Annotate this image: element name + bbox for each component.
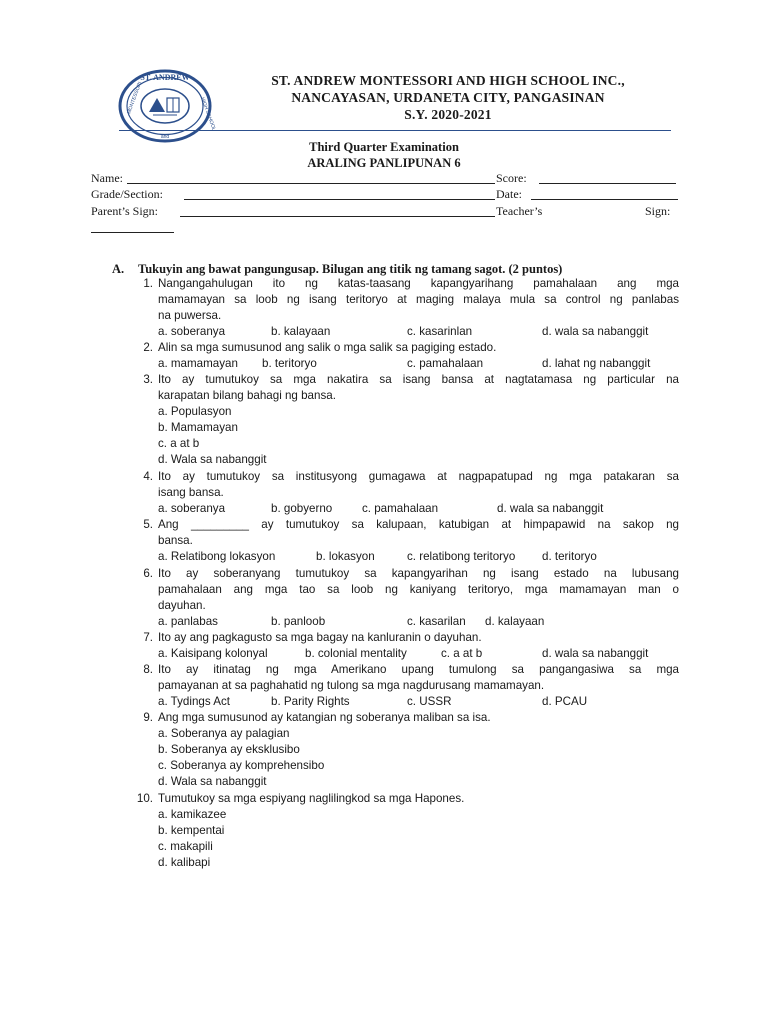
date-label: Date: bbox=[496, 187, 522, 201]
q1-option-b[interactable]: b. kalayaan bbox=[271, 325, 331, 338]
q5-option-b[interactable]: b. lokasyon bbox=[316, 550, 375, 563]
question-1 bbox=[131, 276, 679, 324]
q1-option-c[interactable]: c. kasarinlan bbox=[407, 325, 473, 338]
question-8 bbox=[131, 662, 679, 694]
question-text: Alin sa mga sumusunod ang salik o mga salik sa pagiging estado. bbox=[158, 341, 497, 354]
grade-section-field[interactable] bbox=[184, 199, 495, 200]
question-2 bbox=[131, 340, 679, 356]
svg-text:HIGH SCHOOL: HIGH SCHOOL bbox=[199, 96, 217, 132]
question-text: Ang mga sumusunod ay katangian ng soberanya maliban sa isa. bbox=[158, 711, 491, 724]
exam-title: Third Quarter Examination bbox=[309, 140, 459, 154]
q8-option-c[interactable]: c. USSR bbox=[407, 695, 452, 708]
question-4 bbox=[131, 469, 679, 501]
q3-option-a[interactable]: a. Populasyon bbox=[158, 405, 232, 418]
parents-sign-label: Parent’s Sign: bbox=[91, 204, 159, 218]
q6-option-c[interactable]: c. kasarilan bbox=[407, 615, 466, 628]
header-divider bbox=[119, 130, 671, 131]
svg-text:MONTESSORI: MONTESSORI bbox=[126, 81, 144, 115]
question-text: Tumutukoy sa mga espiyang naglilingkod sa mga Hapones. bbox=[158, 792, 465, 805]
q9-option-b[interactable]: b. Soberanya ay eksklusibo bbox=[158, 743, 300, 756]
q2-option-a[interactable]: a. mamamayan bbox=[158, 357, 238, 370]
grade-date-row bbox=[91, 187, 678, 203]
q4-option-b[interactable]: b. gobyerno bbox=[271, 502, 333, 515]
question-number: 5. bbox=[143, 518, 153, 531]
svg-text:ST. ANDREW: ST. ANDREW bbox=[140, 73, 190, 82]
q6-option-b[interactable]: b. panloob bbox=[271, 615, 326, 628]
q3-option-b[interactable]: b. Mamamayan bbox=[158, 421, 238, 434]
question-text: Nangangahulugan ito ng katas-taasang kapangyarihang pamahalaan ang mga bbox=[158, 277, 679, 290]
question-number: 10. bbox=[136, 792, 153, 805]
grade-section-label: Grade/Section: bbox=[91, 187, 163, 201]
q10-option-b[interactable]: b. kempentai bbox=[158, 824, 225, 837]
q8-option-d[interactable]: d. PCAU bbox=[542, 695, 588, 708]
q6-option-a[interactable]: a. panlabas bbox=[158, 615, 218, 628]
teachers-label: Teacher’s bbox=[496, 204, 543, 218]
score-label: Score: bbox=[496, 171, 527, 185]
q5-option-d[interactable]: d. teritoryo bbox=[542, 550, 597, 563]
question-text: Ito ay tumutukoy sa mga nakatira sa isang bansa at nagtatamasa ng particular na bbox=[158, 373, 679, 386]
school-seal-logo bbox=[117, 68, 217, 144]
question-text: isang bansa. bbox=[158, 486, 224, 499]
school-header bbox=[218, 72, 678, 123]
section-instruction: Tukuyin ang bawat pangungusap. Bilugan ang titik ng tamang sagot. (2 puntos) bbox=[138, 262, 563, 276]
question-number: 1. bbox=[143, 277, 153, 290]
question-text: Ito ay tumutukoy sa institusyong gumagawa at nagpapatupad ng mga patakaran sa bbox=[158, 470, 679, 483]
q4-option-c[interactable]: c. pamahalaan bbox=[362, 502, 439, 515]
q1-option-a[interactable]: a. soberanya bbox=[158, 325, 226, 338]
teachers-sign-field[interactable] bbox=[91, 232, 174, 233]
q4-option-d[interactable]: d. wala sa nabanggit bbox=[497, 502, 604, 515]
school-address: NANCAYASAN, URDANETA CITY, PANGASINAN bbox=[291, 90, 605, 105]
svg-text:and: and bbox=[160, 134, 170, 140]
q4-option-a[interactable]: a. soberanya bbox=[158, 502, 226, 515]
q8-option-a[interactable]: a. Tydings Act bbox=[158, 695, 230, 708]
q10-option-a[interactable]: a. kamikazee bbox=[158, 808, 227, 821]
q7-option-b[interactable]: b. colonial mentality bbox=[305, 647, 407, 660]
q9-option-c[interactable]: c. Soberanya ay komprehensibo bbox=[158, 759, 325, 772]
q9-option-a[interactable]: a. Soberanya ay palagian bbox=[158, 727, 290, 740]
question-number: 3. bbox=[143, 373, 153, 386]
school-year: S.Y. 2020-2021 bbox=[404, 107, 492, 122]
question-text: pamayanan at sa paghahatid ng tulong sa mga nagdurusang mamamayan. bbox=[158, 679, 545, 692]
q5-option-a[interactable]: a. Relatibong lokasyon bbox=[158, 550, 276, 563]
question-9 bbox=[131, 710, 679, 726]
sign-row bbox=[91, 204, 678, 220]
q3-option-d[interactable]: d. Wala sa nabanggit bbox=[158, 453, 267, 466]
teachers-sign-label: Sign: bbox=[645, 204, 671, 218]
school-name: ST. ANDREW MONTESSORI AND HIGH SCHOOL INC., bbox=[271, 73, 625, 88]
question-text: Ang _________ ay tumutukoy sa kalupaan, katubigan at himpapawid na sakop ng bbox=[158, 518, 679, 531]
q5-option-c[interactable]: c. relatibong teritoryo bbox=[407, 550, 516, 563]
question-number: 4. bbox=[143, 470, 153, 483]
question-7 bbox=[131, 630, 679, 646]
question-number: 2. bbox=[143, 341, 153, 354]
question-number: 7. bbox=[143, 631, 153, 644]
q3-option-c[interactable]: c. a at b bbox=[158, 437, 200, 450]
q10-option-c[interactable]: c. makapili bbox=[158, 840, 213, 853]
question-text: Ito ay ang pagkagusto sa mga bagay na kanluranin o dayuhan. bbox=[158, 631, 482, 644]
question-text: Ito ay soberanyang tumutukoy sa kapangyarihan ng isang estado na lubusang bbox=[158, 567, 679, 580]
parents-sign-field[interactable] bbox=[180, 216, 495, 217]
exam-subject: ARALING PANLIPUNAN 6 bbox=[307, 156, 461, 170]
question-6 bbox=[131, 566, 679, 614]
question-text: karapatan bilang bahagi ng bansa. bbox=[158, 389, 336, 402]
question-text: Ito ay itinatag ng mga Amerikano upang tumulong sa pangangasiwa sa mga bbox=[158, 663, 679, 676]
question-number: 9. bbox=[143, 711, 153, 724]
q10-option-d[interactable]: d. kalibapi bbox=[158, 856, 211, 869]
date-field[interactable] bbox=[531, 199, 678, 200]
q6-option-d[interactable]: d. kalayaan bbox=[485, 615, 545, 628]
question-number: 8. bbox=[143, 663, 153, 676]
q2-option-d[interactable]: d. lahat ng nabanggit bbox=[542, 357, 651, 370]
question-3 bbox=[131, 372, 679, 404]
q2-option-c[interactable]: c. pamahalaan bbox=[407, 357, 484, 370]
question-text: dayuhan. bbox=[158, 599, 206, 612]
name-field[interactable] bbox=[127, 183, 495, 184]
q7-option-d[interactable]: d. wala sa nabanggit bbox=[542, 647, 649, 660]
q1-option-d[interactable]: d. wala sa nabanggit bbox=[542, 325, 649, 338]
q2-option-b[interactable]: b. teritoryo bbox=[262, 357, 317, 370]
question-text: mamamayan sa loob ng isang teritoryo at maging malaya mula sa control ng panlabas bbox=[158, 293, 679, 306]
question-number: 6. bbox=[143, 567, 153, 580]
question-text: pamahalaan ang mga tao sa loob ng kaniyang teritoryo, mga mamamayan man o bbox=[158, 583, 679, 596]
q8-option-b[interactable]: b. Parity Rights bbox=[271, 695, 350, 708]
question-5 bbox=[131, 517, 679, 549]
q9-option-d[interactable]: d. Wala sa nabanggit bbox=[158, 775, 267, 788]
section-letter: A. bbox=[112, 262, 125, 276]
q7-option-c[interactable]: c. a at b bbox=[441, 647, 483, 660]
name-score-row bbox=[91, 171, 678, 187]
name-label: Name: bbox=[91, 171, 123, 185]
question-text: bansa. bbox=[158, 534, 193, 547]
q7-option-a[interactable]: a. Kaisipang kolonyal bbox=[158, 647, 268, 660]
question-text: na puwersa. bbox=[158, 309, 222, 322]
score-field[interactable] bbox=[539, 183, 676, 184]
question-10 bbox=[131, 791, 679, 807]
